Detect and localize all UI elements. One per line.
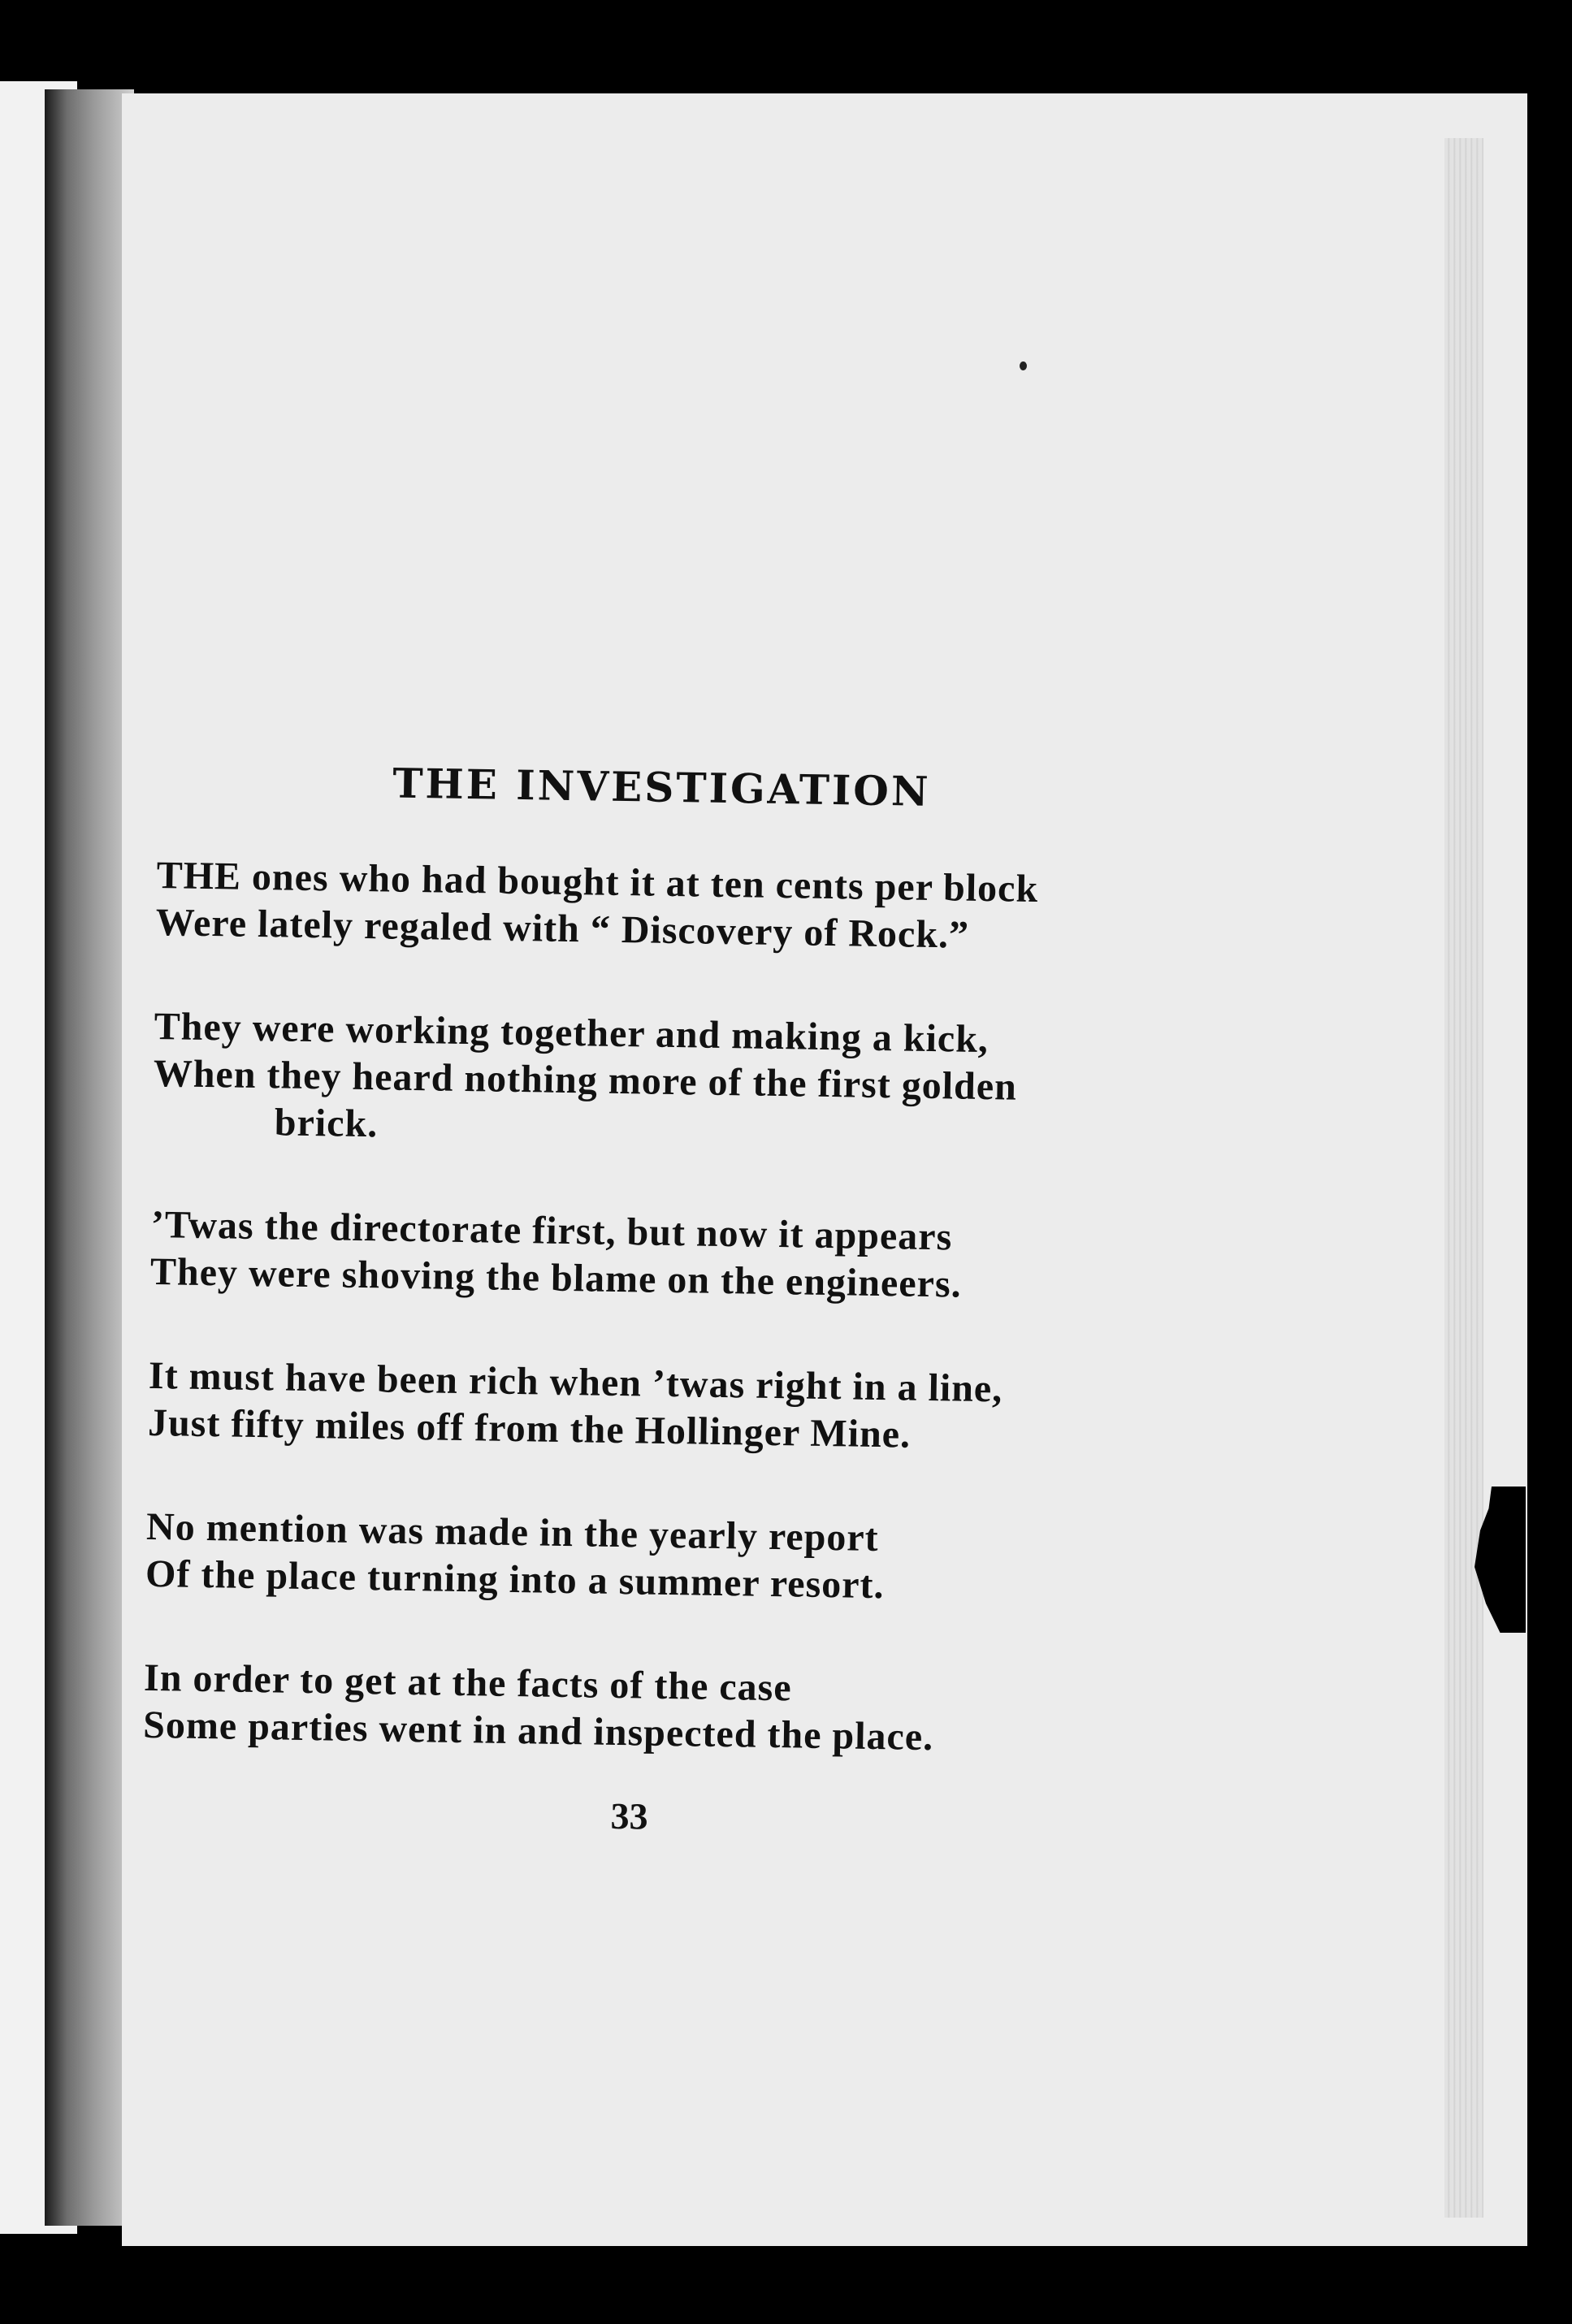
- book-spine: [45, 89, 134, 2226]
- poem-line: It must have been rich when ’twas right in a line,: [148, 1353, 1003, 1411]
- page-number: 33: [610, 1794, 648, 1837]
- poem-line: No mention was made in the yearly report: [145, 1504, 880, 1560]
- stanza-3: [150, 1201, 1232, 1313]
- poem-line: Some parties went in and inspected the place.: [142, 1703, 934, 1759]
- stanza-1: [155, 852, 1237, 963]
- stanza-5: [145, 1504, 1228, 1615]
- poem-line: THE ones who had bought it at ten cents per block: [156, 853, 1039, 911]
- poem-line: In order to get at the facts of the case: [143, 1655, 793, 1710]
- stanza-4: [148, 1352, 1230, 1464]
- poem-line: Were lately regaled with “ Discovery of Rock.”: [155, 900, 970, 957]
- poem-line: Just fifty miles off from the Hollinger Mine.: [147, 1400, 912, 1456]
- ink-speck: [1020, 361, 1027, 370]
- stanza-6: [143, 1655, 1225, 1766]
- poem-line: They were working together and making a kick,: [154, 1004, 990, 1062]
- poem-line: Of the place turning into a summer resort.: [145, 1551, 885, 1608]
- poem-title: THE INVESTIGATION: [392, 759, 932, 816]
- poem-line: When they heard nothing more of the first golden: [153, 1051, 1018, 1109]
- poem-line: ’Twas the directorate first, but now it appears: [150, 1202, 953, 1259]
- page-content: [142, 755, 1239, 1837]
- poem-line: They were shoving the blame on the engineers.: [149, 1249, 963, 1306]
- stanza-2: [152, 1003, 1235, 1162]
- page-fore-edge: [1444, 138, 1483, 2218]
- poem-line-continuation: brick.: [274, 1101, 379, 1146]
